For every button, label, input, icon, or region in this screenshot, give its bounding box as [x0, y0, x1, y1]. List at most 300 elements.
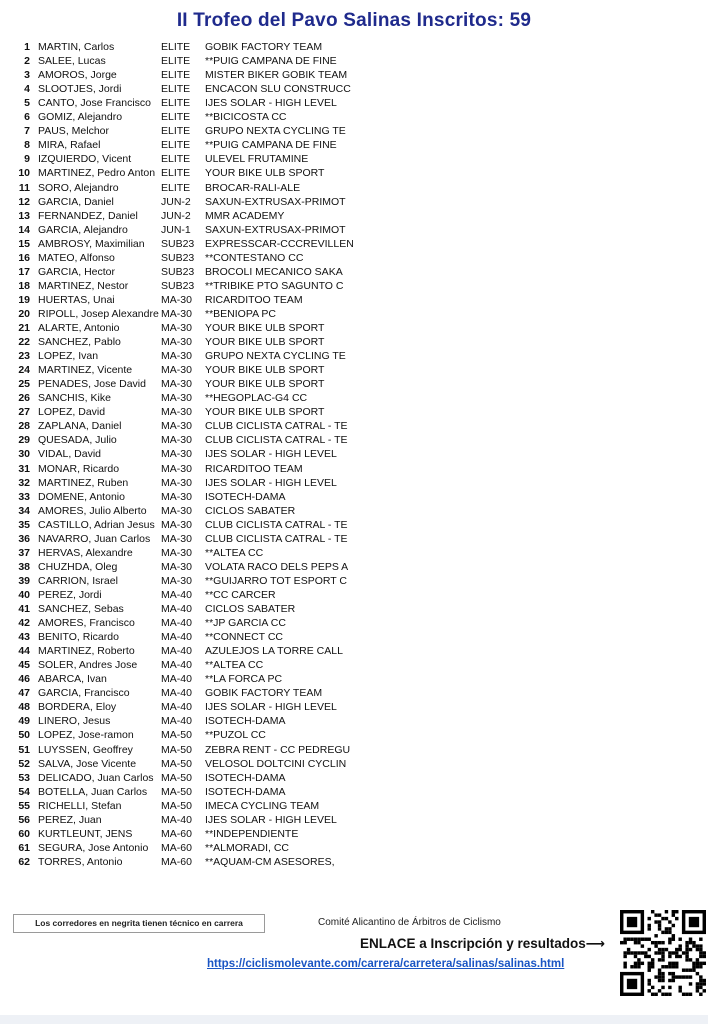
rider-name: GARCIA, Francisco	[38, 687, 130, 700]
rider-category: MA-50	[161, 743, 192, 756]
rider-number: 6	[24, 111, 30, 124]
rider-name: SEGURA, Jose Antonio	[38, 841, 149, 854]
table-row	[0, 181, 708, 195]
rider-name: LUYSSEN, Geoffrey	[38, 743, 133, 756]
rider-name: RICHELLI, Stefan	[38, 799, 122, 812]
table-row	[0, 827, 708, 841]
rider-number: 51	[18, 743, 30, 756]
rider-name: GARCIA, Alejandro	[38, 223, 128, 236]
table-row	[0, 96, 708, 110]
bold-note: Los corredores en negrita tienen técnico en carrera	[13, 914, 265, 933]
table-row	[0, 588, 708, 602]
table-row	[0, 714, 708, 728]
rider-team: YOUR BIKE ULB SPORT	[205, 378, 325, 391]
rider-team: GOBIK FACTORY TEAM	[205, 687, 323, 700]
table-row	[0, 476, 708, 490]
rider-category: MA-60	[161, 827, 192, 840]
rider-team: RICARDITOO TEAM	[205, 293, 303, 306]
rider-team: **PUIG CAMPANA DE FINE	[205, 55, 337, 68]
rider-name: GOMIZ, Alejandro	[38, 111, 123, 124]
rider-category: MA-30	[161, 293, 192, 306]
rider-category: MA-60	[161, 855, 192, 868]
rider-name: BENITO, Ricardo	[38, 631, 119, 644]
rider-number: 19	[18, 293, 30, 306]
rider-number: 27	[18, 406, 30, 419]
rider-name: RIPOLL, Josep Alexandre	[38, 307, 159, 320]
table-row	[0, 223, 708, 237]
rider-number: 26	[18, 392, 30, 405]
rider-team: YOUR BIKE ULB SPORT	[205, 322, 325, 334]
rider-team: EXPRESSCAR-CCCREVILLEN	[205, 237, 354, 250]
rider-name: MARTINEZ, Vicente	[38, 364, 133, 377]
rider-name: KURTLEUNT, JENS	[38, 827, 133, 840]
rider-team: **ALTEA CC	[205, 659, 264, 672]
rider-team: MMR ACADEMY	[205, 209, 285, 222]
rider-team: IJES SOLAR - HIGH LEVEL	[205, 813, 337, 826]
rider-team: **CONNECT CC	[205, 631, 283, 644]
rider-name: AMORES, Julio Alberto	[38, 504, 147, 517]
rider-category: MA-30	[161, 434, 192, 447]
rider-name: CHUZHDA, Oleg	[38, 560, 118, 573]
rider-team: VELOSOL DOLTCINI CYCLIN	[205, 757, 347, 770]
rider-name: PAUS, Melchor	[38, 125, 109, 138]
rider-name: SANCHEZ, Pablo	[38, 336, 121, 349]
table-row	[0, 335, 708, 349]
rider-name: MARTIN, Carlos	[38, 41, 115, 53]
rider-number: 31	[18, 462, 30, 475]
rider-team: GRUPO NEXTA CYCLING TE	[205, 125, 346, 138]
rider-team: **ALTEA CC	[205, 546, 264, 559]
rider-number: 61	[18, 841, 30, 854]
rider-number: 37	[18, 546, 30, 559]
table-row	[0, 68, 708, 82]
rider-number: 46	[18, 673, 30, 686]
table-row	[0, 771, 708, 785]
table-row	[0, 195, 708, 209]
table-row	[0, 405, 708, 419]
rider-category: MA-30	[161, 518, 192, 531]
table-row	[0, 265, 708, 279]
rider-team: IJES SOLAR - HIGH LEVEL	[205, 97, 337, 110]
rider-category: MA-40	[161, 631, 192, 644]
rider-team: IJES SOLAR - HIGH LEVEL	[205, 701, 337, 714]
rider-category: MA-30	[161, 532, 192, 545]
rider-number: 14	[18, 223, 30, 236]
rider-team: VOLATA RACO DELS PEPS A	[205, 560, 349, 573]
rider-category: MA-30	[161, 420, 192, 433]
rider-name: LOPEZ, Jose-ramon	[38, 729, 134, 742]
rider-number: 56	[18, 813, 30, 826]
rider-team: **ALMORADI, CC	[205, 841, 290, 854]
rider-number: 40	[18, 588, 30, 601]
rider-category: MA-60	[161, 841, 192, 854]
rider-team: **GUIJARRO TOT ESPORT C	[205, 574, 347, 587]
rider-category: MA-30	[161, 462, 192, 475]
table-row	[0, 152, 708, 166]
rider-team: **CONTESTANO CC	[205, 251, 304, 264]
rider-name: CARRION, Israel	[38, 574, 118, 587]
rider-name: ZAPLANA, Daniel	[38, 420, 122, 433]
rider-category: MA-30	[161, 406, 192, 419]
rider-team: BROCOLI MECANICO SAKA	[205, 265, 343, 278]
rider-number: 33	[18, 490, 30, 503]
table-row	[0, 644, 708, 658]
rider-category: ELITE	[161, 111, 191, 124]
table-row	[0, 616, 708, 630]
table-row	[0, 630, 708, 644]
rider-name: MARTINEZ, Nestor	[38, 279, 129, 292]
table-row	[0, 391, 708, 405]
rider-team: ULEVEL FRUTAMINE	[205, 153, 309, 166]
rider-category: JUN-2	[161, 209, 191, 222]
rider-name: MARTINEZ, Ruben	[38, 476, 129, 489]
table-row	[0, 813, 708, 827]
table-row	[0, 307, 708, 321]
table-row	[0, 377, 708, 391]
rider-name: SLOOTJES, Jordi	[38, 83, 122, 96]
rider-name: QUESADA, Julio	[38, 434, 117, 447]
table-row	[0, 462, 708, 476]
rider-name: MATEO, Alfonso	[38, 251, 115, 264]
rider-number: 24	[18, 364, 30, 377]
table-row	[0, 138, 708, 152]
rider-team: SAXUN-EXTRUSAX-PRIMOT	[205, 195, 346, 208]
rider-category: MA-50	[161, 771, 192, 784]
rider-number: 28	[18, 420, 30, 433]
rider-category: MA-30	[161, 307, 192, 320]
rider-name: SANCHIS, Kike	[38, 392, 111, 405]
rider-number: 13	[18, 209, 30, 222]
rider-name: MONAR, Ricardo	[38, 462, 120, 475]
rider-number: 17	[18, 265, 30, 278]
rider-category: MA-40	[161, 603, 192, 615]
rider-number: 3	[24, 69, 30, 82]
committee-name: Comité Alicantino de Árbitros de Ciclismo	[318, 917, 501, 928]
rider-team: **AQUAM-CM ASESORES,	[205, 855, 335, 868]
table-row	[0, 757, 708, 771]
rider-team: IJES SOLAR - HIGH LEVEL	[205, 476, 337, 489]
rider-category: ELITE	[161, 41, 191, 53]
table-row	[0, 237, 708, 251]
results-link[interactable]: https://ciclismolevante.com/carrera/carretera/salinas/salinas.html	[207, 958, 565, 970]
rider-number: 47	[18, 687, 30, 700]
rider-team: IJES SOLAR - HIGH LEVEL	[205, 448, 337, 461]
table-row	[0, 546, 708, 560]
table-row	[0, 293, 708, 307]
rider-number: 38	[18, 560, 30, 573]
rider-number: 32	[18, 476, 30, 489]
rider-number: 4	[24, 83, 30, 96]
rider-category: MA-50	[161, 757, 192, 770]
rider-name: TORRES, Antonio	[38, 855, 123, 868]
rider-number: 29	[18, 434, 30, 447]
rider-category: MA-30	[161, 574, 192, 587]
rider-category: JUN-2	[161, 195, 191, 208]
rider-team: **HEGOPLAC-G4 CC	[205, 392, 308, 405]
rider-category: SUB23	[161, 279, 195, 292]
rider-team: BROCAR-RALI-ALE	[205, 181, 301, 194]
table-row	[0, 447, 708, 461]
table-row	[0, 321, 708, 335]
rider-team: CLUB CICLISTA CATRAL - TE	[205, 532, 348, 545]
rider-team: **JP GARCIA CC	[205, 617, 286, 630]
rider-category: MA-30	[161, 336, 192, 349]
rider-name: GARCIA, Hector	[38, 265, 116, 278]
rider-name: CASTILLO, Adrian Jesus	[38, 518, 155, 531]
rider-name: LOPEZ, Ivan	[38, 350, 99, 363]
rider-name: ABARCA, Ivan	[38, 673, 107, 686]
rider-team: AZULEJOS LA TORRE CALL	[205, 645, 343, 658]
rider-category: SUB23	[161, 265, 195, 278]
rider-team: RICARDITOO TEAM	[205, 462, 303, 475]
rider-number: 21	[18, 322, 30, 334]
rider-number: 60	[18, 827, 30, 840]
rider-category: ELITE	[161, 83, 191, 96]
rider-name: MIRA, Rafael	[38, 139, 101, 152]
rider-team: YOUR BIKE ULB SPORT	[205, 167, 325, 180]
rider-category: ELITE	[161, 55, 191, 68]
rider-category: MA-40	[161, 659, 192, 672]
rider-number: 30	[18, 448, 30, 461]
table-row	[0, 700, 708, 714]
rider-category: MA-40	[161, 673, 192, 686]
rider-number: 49	[18, 715, 30, 728]
rider-number: 35	[18, 518, 30, 531]
rider-name: BORDERA, Eloy	[38, 701, 117, 714]
table-row	[0, 82, 708, 96]
rider-category: MA-50	[161, 785, 192, 798]
rider-number: 42	[18, 617, 30, 630]
rider-category: MA-40	[161, 617, 192, 630]
rider-number: 10	[18, 167, 30, 180]
table-row	[0, 518, 708, 532]
rider-category: MA-40	[161, 687, 192, 700]
rider-number: 62	[18, 855, 30, 868]
table-row	[0, 363, 708, 377]
rider-number: 39	[18, 574, 30, 587]
rider-team: GOBIK FACTORY TEAM	[205, 41, 323, 53]
rider-number: 16	[18, 251, 30, 264]
table-row	[0, 433, 708, 447]
table-row	[0, 166, 708, 180]
rider-team: CLUB CICLISTA CATRAL - TE	[205, 420, 348, 433]
rider-name: SORO, Alejandro	[38, 181, 119, 194]
table-row	[0, 349, 708, 363]
rider-number: 50	[18, 729, 30, 742]
rider-name: IZQUIERDO, Vicent	[38, 153, 132, 166]
table-row	[0, 40, 708, 54]
rider-number: 41	[18, 603, 30, 615]
rider-team: CICLOS SABATER	[205, 504, 296, 517]
rider-number: 12	[18, 195, 30, 208]
rider-number: 53	[18, 771, 30, 784]
rider-team: **PUZOL CC	[205, 729, 266, 742]
table-row	[0, 54, 708, 68]
page-title: II Trofeo del Pavo Salinas Inscritos: 59	[176, 10, 532, 31]
rider-team: **PUIG CAMPANA DE FINE	[205, 139, 337, 152]
rider-name: BOTELLA, Juan Carlos	[38, 785, 148, 798]
page-bottom-bar	[0, 1015, 708, 1024]
rider-category: MA-30	[161, 448, 192, 461]
rider-number: 34	[18, 504, 30, 517]
rider-category: MA-30	[161, 392, 192, 405]
rider-category: JUN-1	[161, 223, 191, 236]
rider-number: 7	[24, 125, 30, 138]
rider-category: MA-30	[161, 560, 192, 573]
table-row	[0, 560, 708, 574]
rider-name: LOPEZ, David	[38, 406, 106, 419]
rider-team: YOUR BIKE ULB SPORT	[205, 364, 325, 377]
rider-category: MA-30	[161, 476, 192, 489]
rider-team: ZEBRA RENT - CC PEDREGU	[205, 743, 351, 756]
table-row	[0, 279, 708, 293]
table-row	[0, 728, 708, 742]
table-row	[0, 686, 708, 700]
table-row	[0, 504, 708, 518]
rider-team: MISTER BIKER GOBIK TEAM	[205, 69, 348, 82]
rider-team: ENCACON SLU CONSTRUCC	[205, 83, 351, 96]
rider-team: **LA FORCA PC	[205, 673, 283, 686]
rider-name: GARCIA, Daniel	[38, 195, 114, 208]
table-row	[0, 110, 708, 124]
table-row	[0, 855, 708, 869]
rider-category: MA-30	[161, 490, 192, 503]
table-row	[0, 251, 708, 265]
rider-team: YOUR BIKE ULB SPORT	[205, 336, 325, 349]
rider-category: MA-50	[161, 729, 192, 742]
rider-name: SOLER, Andres Jose	[38, 659, 138, 672]
rider-number: 2	[24, 55, 30, 68]
rider-number: 22	[18, 336, 30, 349]
rider-number: 43	[18, 631, 30, 644]
rider-number: 55	[18, 799, 30, 812]
rider-team: ISOTECH-DAMA	[205, 715, 286, 728]
rider-number: 1	[24, 41, 30, 53]
rider-category: MA-30	[161, 322, 192, 334]
rider-category: MA-30	[161, 350, 192, 363]
rider-category: ELITE	[161, 153, 191, 166]
rider-number: 45	[18, 659, 30, 672]
rider-team: GRUPO NEXTA CYCLING TE	[205, 350, 346, 363]
rider-category: MA-40	[161, 701, 192, 714]
table-row	[0, 672, 708, 686]
table-row	[0, 124, 708, 138]
rider-team: **BICICOSTA CC	[205, 111, 287, 124]
rider-team: SAXUN-EXTRUSAX-PRIMOT	[205, 223, 346, 236]
rider-category: ELITE	[161, 139, 191, 152]
rider-number: 11	[18, 181, 30, 194]
rider-category: MA-30	[161, 504, 192, 517]
rider-team: YOUR BIKE ULB SPORT	[205, 406, 325, 419]
rider-name: PEREZ, Juan	[38, 813, 102, 826]
rider-number: 18	[18, 279, 30, 292]
rider-category: MA-40	[161, 645, 192, 658]
rider-number: 20	[18, 307, 30, 320]
rider-number: 23	[18, 350, 30, 363]
table-row	[0, 602, 708, 616]
rider-name: LINERO, Jesus	[38, 715, 111, 728]
rider-category: SUB23	[161, 251, 195, 264]
rider-name: DOMENE, Antonio	[38, 490, 125, 503]
rider-number: 52	[18, 757, 30, 770]
rider-name: ALARTE, Antonio	[38, 322, 120, 334]
rider-name: AMBROSY, Maximilian	[38, 237, 145, 250]
rider-number: 8	[24, 139, 30, 152]
rider-category: MA-50	[161, 799, 192, 812]
rider-category: ELITE	[161, 69, 191, 82]
table-row	[0, 419, 708, 433]
rider-name: AMOROS, Jorge	[38, 69, 117, 82]
rider-name: HUERTAS, Unai	[38, 293, 115, 306]
rider-name: DELICADO, Juan Carlos	[38, 771, 154, 784]
rider-number: 54	[18, 785, 30, 798]
rider-team: ISOTECH-DAMA	[205, 771, 286, 784]
table-row	[0, 841, 708, 855]
rider-category: ELITE	[161, 167, 191, 180]
rider-name: SANCHEZ, Sebas	[38, 603, 124, 615]
rider-category: ELITE	[161, 97, 191, 110]
rider-number: 36	[18, 532, 30, 545]
table-row	[0, 532, 708, 546]
table-row	[0, 574, 708, 588]
rider-name: SALVA, Jose Vicente	[38, 757, 137, 770]
rider-team: CICLOS SABATER	[205, 603, 296, 615]
enlace-label: ENLACE a Inscripción y resultados⟶	[360, 936, 606, 951]
qr-code-icon	[620, 909, 706, 997]
rider-category: MA-30	[161, 378, 192, 391]
rider-team: IMECA CYCLING TEAM	[205, 799, 320, 812]
table-row	[0, 785, 708, 799]
rider-number: 48	[18, 701, 30, 714]
rider-team: CLUB CICLISTA CATRAL - TE	[205, 434, 348, 447]
rider-number: 15	[18, 237, 30, 250]
rider-team: CLUB CICLISTA CATRAL - TE	[205, 518, 348, 531]
rider-name: HERVAS, Alexandre	[38, 546, 133, 559]
rider-team: **INDEPENDIENTE	[205, 827, 299, 840]
rider-number: 25	[18, 378, 30, 391]
rider-category: SUB23	[161, 237, 195, 250]
table-row	[0, 490, 708, 504]
rider-name: CANTO, Jose Francisco	[38, 97, 152, 110]
table-row	[0, 743, 708, 757]
table-row	[0, 799, 708, 813]
rider-number: 5	[24, 97, 30, 110]
rider-category: MA-30	[161, 546, 192, 559]
rider-name: NAVARRO, Juan Carlos	[38, 532, 151, 545]
rider-team: **BENIOPA PC	[205, 307, 276, 320]
rider-name: VIDAL, David	[38, 448, 102, 461]
rider-category: ELITE	[161, 125, 191, 138]
rider-category: ELITE	[161, 181, 191, 194]
rider-team: **CC CARCER	[205, 588, 276, 601]
rider-category: MA-40	[161, 588, 192, 601]
rider-team: ISOTECH-DAMA	[205, 490, 286, 503]
rider-team: **TRIBIKE PTO SAGUNTO C	[205, 279, 344, 292]
rider-category: MA-30	[161, 364, 192, 377]
table-row	[0, 658, 708, 672]
rider-name: FERNANDEZ, Daniel	[38, 209, 138, 222]
rider-name: PENADES, Jose David	[38, 378, 146, 391]
table-row	[0, 209, 708, 223]
rider-name: AMORES, Francisco	[38, 617, 135, 630]
rider-number: 44	[18, 645, 30, 658]
rider-number: 9	[24, 153, 30, 166]
rider-name: MARTINEZ, Roberto	[38, 645, 135, 658]
rider-name: SALEE, Lucas	[38, 55, 106, 68]
rider-category: MA-40	[161, 715, 192, 728]
rider-name: PEREZ, Jordi	[38, 588, 102, 601]
rider-category: MA-40	[161, 813, 192, 826]
